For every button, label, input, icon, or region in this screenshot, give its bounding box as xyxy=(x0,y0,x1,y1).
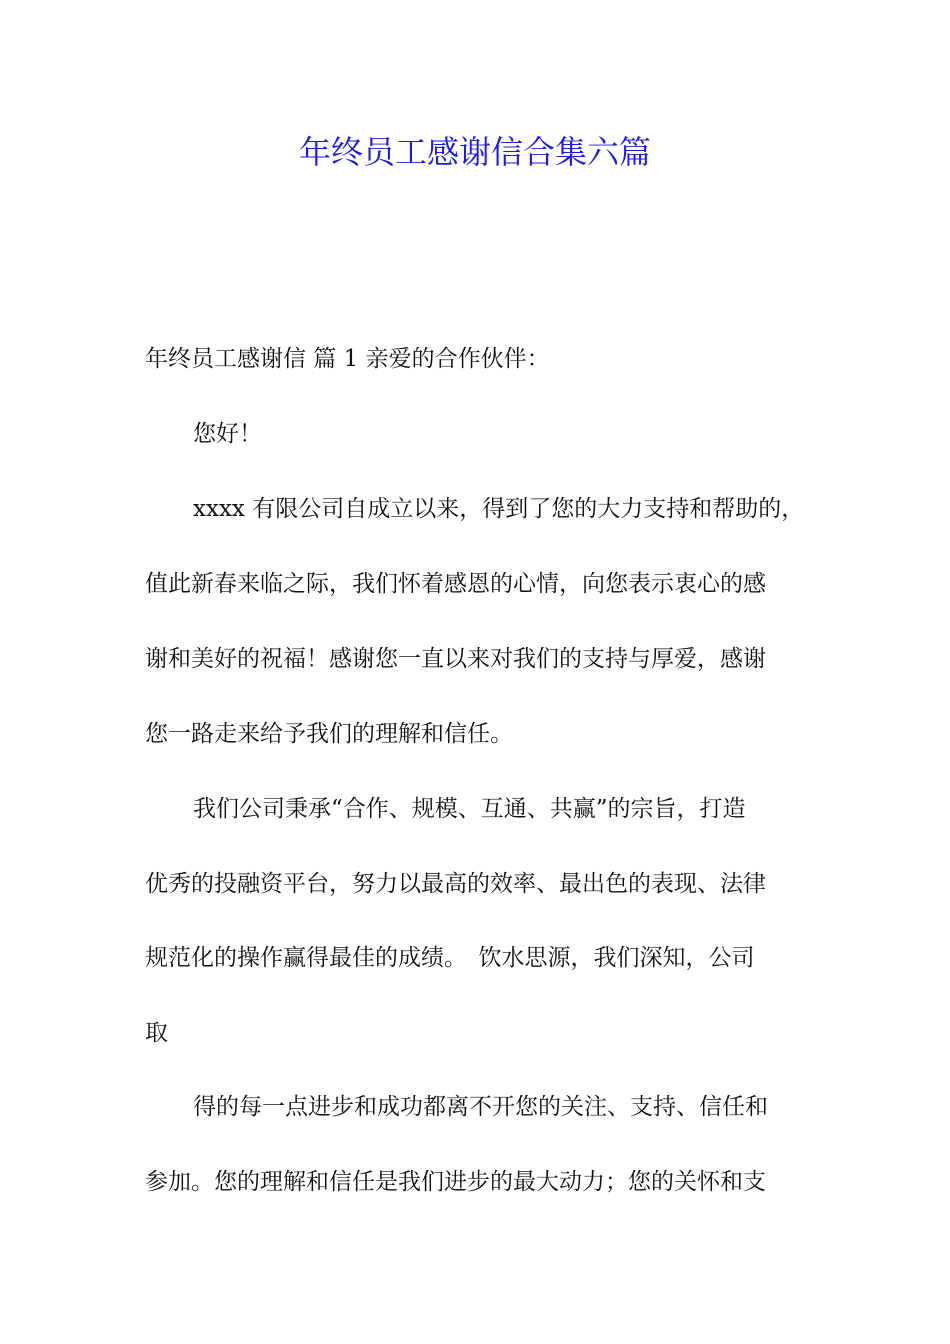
paragraph-line: 您好！ xyxy=(193,421,262,447)
paragraph-line: 我们公司秉承“合作、规模、互通、共赢”的宗旨，打造 xyxy=(193,796,746,822)
paragraph-line: 参加。您的理解和信任是我们进步的最大动力；您的关怀和支 xyxy=(145,1169,766,1195)
paragraph-line: 优秀的投融资平台，努力以最高的效率、最出色的表现、法律 xyxy=(145,871,766,897)
paragraph-line: 您一路走来给予我们的理解和信任。 xyxy=(145,721,513,747)
document-title: 年终员工感谢信合集六篇 xyxy=(298,133,651,171)
paragraph-line: 谢和美好的祝福！感谢您一直以来对我们的支持与厚爱，感谢 xyxy=(145,646,766,672)
paragraph-line: 取 xyxy=(145,1020,168,1046)
paragraph-line: 规范化的操作赢得最佳的成绩。 饮水思源，我们深知，公司 xyxy=(145,945,755,971)
paragraph-line: 值此新春来临之际，我们怀着感恩的心情，向您表示衷心的感 xyxy=(145,571,766,597)
paragraph-line: 得的每一点进步和成功都离不开您的关注、支持、信任和 xyxy=(193,1094,768,1120)
paragraph-line: xxxx 有限公司自成立以来，得到了您的大力支持和帮助的， xyxy=(193,496,805,522)
paragraph-line: 年终员工感谢信 篇 1 亲爱的合作伙伴： xyxy=(145,346,550,372)
